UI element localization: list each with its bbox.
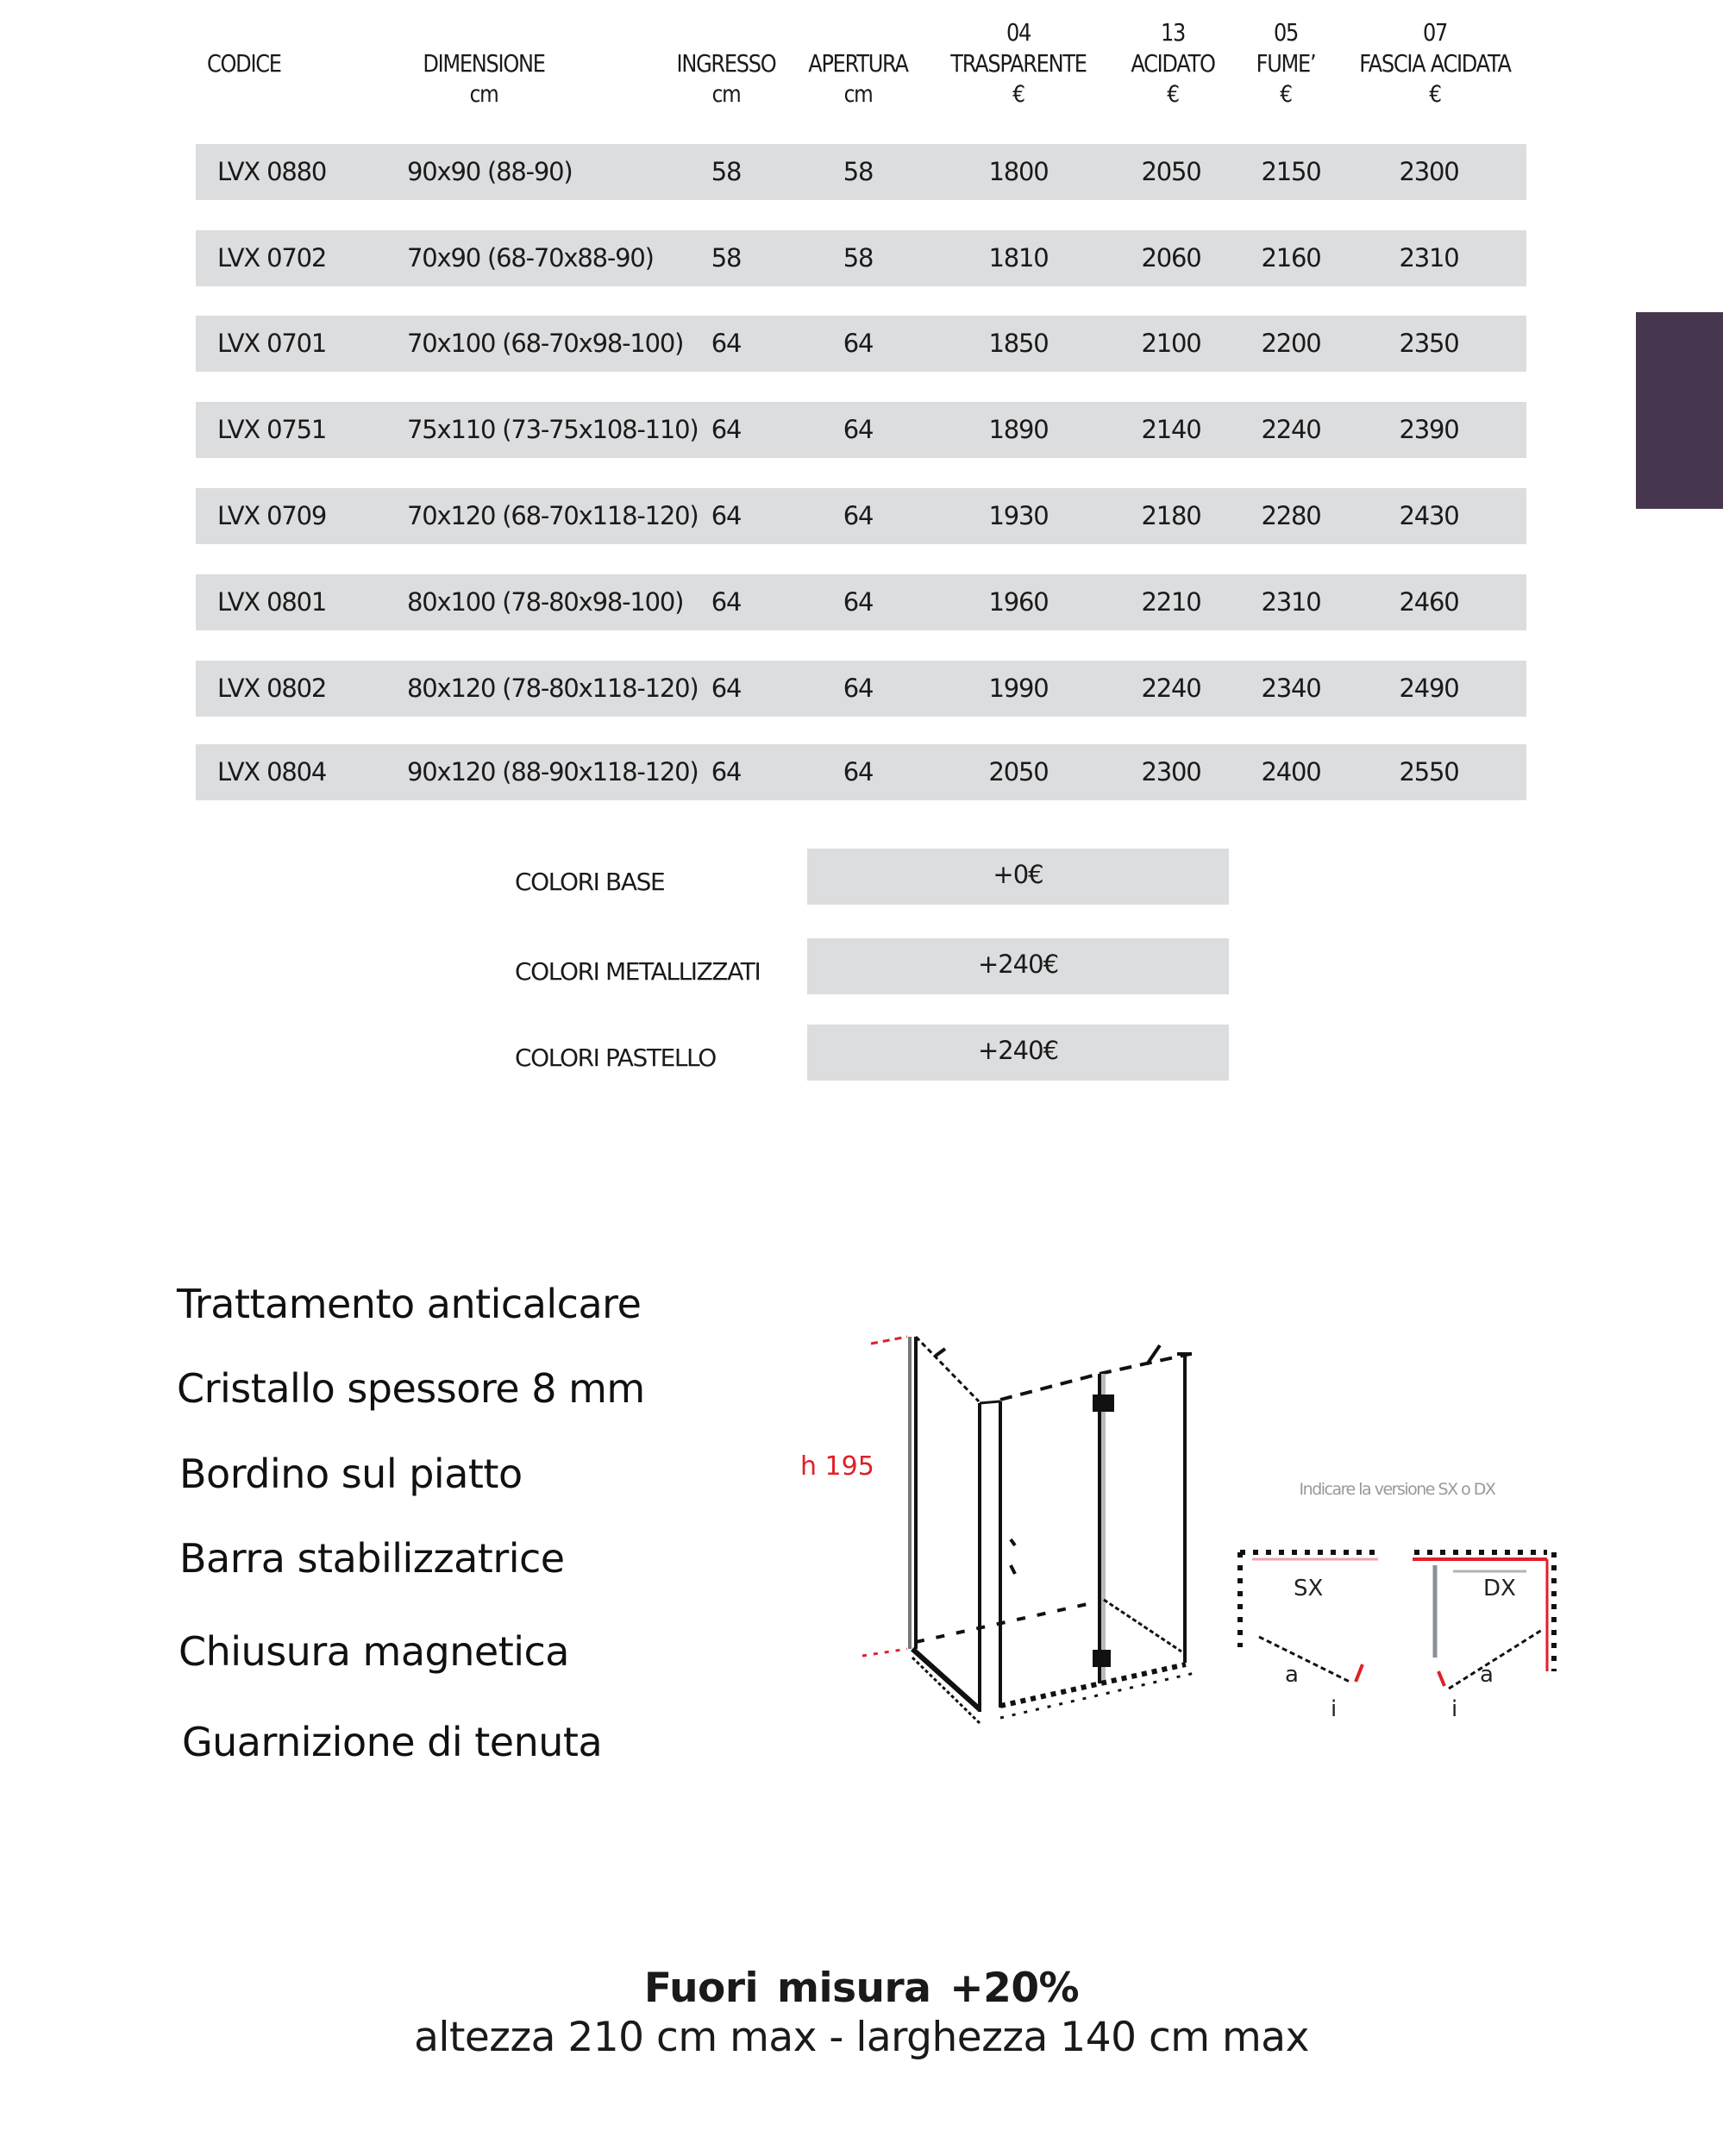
cell-dimensione: 70x90 (68-70x88-90) — [407, 243, 654, 273]
cell-ingresso: 58 — [711, 157, 742, 186]
cell-trasparente: 1890 — [988, 415, 1049, 444]
panel-label: a — [1480, 1662, 1494, 1688]
cell-apertura: 64 — [843, 674, 874, 703]
door-label: i — [1451, 1696, 1458, 1722]
header-name: FASCIA ACIDATA — [1359, 49, 1511, 78]
door-label: i — [1331, 1696, 1338, 1722]
version-note: Indicare la versione SX o DX — [1299, 1480, 1495, 1499]
cell-fume: 2200 — [1261, 329, 1321, 358]
cell-acidato: 2100 — [1141, 329, 1201, 358]
color-option-label: COLORI BASE — [515, 868, 665, 896]
feature-item: Bordino sul piatto — [179, 1451, 523, 1497]
cell-dimensione: 90x90 (88-90) — [407, 157, 573, 186]
header-unit: € — [1280, 81, 1292, 108]
header-name: TRASPARENTE — [950, 49, 1087, 78]
cell-dimensione: 75x110 (73-75x108-110) — [407, 415, 699, 444]
cell-ingresso: 64 — [711, 415, 742, 444]
cell-trasparente: 1960 — [988, 587, 1049, 617]
cell-acidato: 2140 — [1141, 415, 1201, 444]
cell-fume: 2340 — [1261, 674, 1321, 703]
table-row — [196, 144, 1526, 200]
color-option-surcharge: +240€ — [807, 938, 1229, 994]
shower-enclosure-drawing — [776, 1311, 1225, 1742]
hinge-icon — [1093, 1395, 1114, 1412]
feature-item: Barra stabilizzatrice — [179, 1535, 565, 1582]
header-unit: cm — [469, 81, 498, 108]
cell-codice: LVX 0801 — [217, 587, 327, 617]
table-row — [196, 574, 1526, 630]
cell-acidato: 2210 — [1141, 587, 1201, 617]
cell-fascia-acidata: 2460 — [1399, 587, 1459, 617]
cell-fascia-acidata: 2430 — [1399, 501, 1459, 530]
cell-trasparente: 1810 — [988, 243, 1049, 273]
table-row — [196, 402, 1526, 458]
hinge-icon — [1093, 1650, 1111, 1667]
header-unit: € — [1429, 81, 1441, 108]
cell-fascia-acidata: 2550 — [1399, 757, 1459, 787]
cell-fume: 2400 — [1261, 757, 1321, 787]
cell-codice: LVX 0702 — [217, 243, 327, 273]
cell-ingresso: 64 — [711, 587, 742, 617]
header-dimensione — [372, 17, 596, 110]
height-dimension — [800, 1337, 907, 1656]
header-code: 07 — [1422, 18, 1448, 47]
table-row — [196, 661, 1526, 717]
cell-fume: 2240 — [1261, 415, 1321, 444]
cell-ingresso: 58 — [711, 243, 742, 273]
oversize-limits: altezza 210 cm max - larghezza 140 cm max — [414, 2014, 1309, 2061]
cell-fascia-acidata: 2390 — [1399, 415, 1459, 444]
table-row — [196, 488, 1526, 544]
cell-fascia-acidata: 2350 — [1399, 329, 1459, 358]
cell-trasparente: 1990 — [988, 674, 1049, 703]
cell-codice: LVX 0802 — [217, 674, 327, 703]
panel-label: a — [1285, 1662, 1299, 1688]
plan-sx — [1240, 1552, 1378, 1722]
cell-acidato: 2050 — [1141, 157, 1201, 186]
cell-codice: LVX 0880 — [217, 157, 327, 186]
cell-trasparente: 1850 — [988, 329, 1049, 358]
plan-dx — [1413, 1552, 1554, 1722]
cell-apertura: 64 — [843, 501, 874, 530]
header-name: FUME’ — [1256, 49, 1316, 78]
header-unit: cm — [843, 81, 873, 108]
cell-dimensione: 90x120 (88-90x118-120) — [407, 757, 699, 787]
enclosure-frame — [910, 1337, 1194, 1723]
cell-codice: LVX 0709 — [217, 501, 327, 530]
header-code: 04 — [1006, 18, 1031, 47]
cell-apertura: 64 — [843, 757, 874, 787]
cell-apertura: 64 — [843, 329, 874, 358]
header-name: APERTURA — [808, 49, 908, 78]
cell-dimensione: 80x100 (78-80x98-100) — [407, 587, 684, 617]
cell-fascia-acidata: 2490 — [1399, 674, 1459, 703]
oversize-title: Fuori misura +20% — [643, 1965, 1080, 2012]
cell-codice: LVX 0701 — [217, 329, 327, 358]
feature-item: Guarnizione di tenuta — [182, 1719, 603, 1765]
feature-item: Cristallo spessore 8 mm — [177, 1365, 645, 1412]
cell-acidato: 2180 — [1141, 501, 1201, 530]
cell-fume: 2310 — [1261, 587, 1321, 617]
header-name: INGRESSO — [676, 49, 776, 78]
cell-fume: 2160 — [1261, 243, 1321, 273]
color-option-label: COLORI PASTELLO — [515, 1044, 716, 1072]
header-code: 13 — [1160, 18, 1186, 47]
header-unit: € — [1012, 81, 1024, 108]
cell-codice: LVX 0804 — [217, 757, 327, 787]
feature-item: Chiusura magnetica — [179, 1628, 569, 1675]
header-code: 05 — [1273, 18, 1299, 47]
cell-fascia-acidata: 2310 — [1399, 243, 1459, 273]
cell-fume: 2150 — [1261, 157, 1321, 186]
color-option-surcharge: +0€ — [807, 849, 1229, 905]
cell-codice: LVX 0751 — [217, 415, 327, 444]
table-row — [196, 316, 1526, 372]
dx-label: DX — [1483, 1576, 1516, 1601]
cell-trasparente: 1800 — [988, 157, 1049, 186]
cell-fascia-acidata: 2300 — [1399, 157, 1459, 186]
cell-dimensione: 80x120 (78-80x118-120) — [407, 674, 699, 703]
header-unit: cm — [711, 81, 741, 108]
color-option-surcharge: +240€ — [807, 1025, 1229, 1081]
header-code — [387, 17, 580, 48]
cell-acidato: 2240 — [1141, 674, 1201, 703]
cell-trasparente: 1930 — [988, 501, 1049, 530]
header-name: CODICE — [207, 49, 281, 78]
table-row — [196, 744, 1526, 800]
header-name: DIMENSIONE — [423, 49, 545, 78]
cell-apertura: 58 — [843, 157, 874, 186]
cell-apertura: 64 — [843, 415, 874, 444]
section-tab-marker — [1636, 312, 1723, 509]
cell-ingresso: 64 — [711, 674, 742, 703]
feature-item: Trattamento anticalcare — [177, 1281, 642, 1327]
cell-apertura: 58 — [843, 243, 874, 273]
cell-acidato: 2060 — [1141, 243, 1201, 273]
header-name: ACIDATO — [1131, 49, 1215, 78]
header-unit: € — [1167, 81, 1179, 108]
cell-acidato: 2300 — [1141, 757, 1201, 787]
cell-dimensione: 70x120 (68-70x118-120) — [407, 501, 699, 530]
height-label: h 195 — [800, 1451, 874, 1482]
cell-dimensione: 70x100 (68-70x98-100) — [407, 329, 684, 358]
cell-fume: 2280 — [1261, 501, 1321, 530]
cell-ingresso: 64 — [711, 329, 742, 358]
color-option-label: COLORI METALLIZZATI — [515, 957, 761, 986]
cell-apertura: 64 — [843, 587, 874, 617]
plan-diagrams — [1233, 1535, 1578, 1725]
cell-ingresso: 64 — [711, 501, 742, 530]
cell-trasparente: 2050 — [988, 757, 1049, 787]
header-fascia-acidata — [1323, 17, 1547, 110]
cell-ingresso: 64 — [711, 757, 742, 787]
sx-label: SX — [1294, 1576, 1324, 1601]
table-row — [196, 230, 1526, 286]
